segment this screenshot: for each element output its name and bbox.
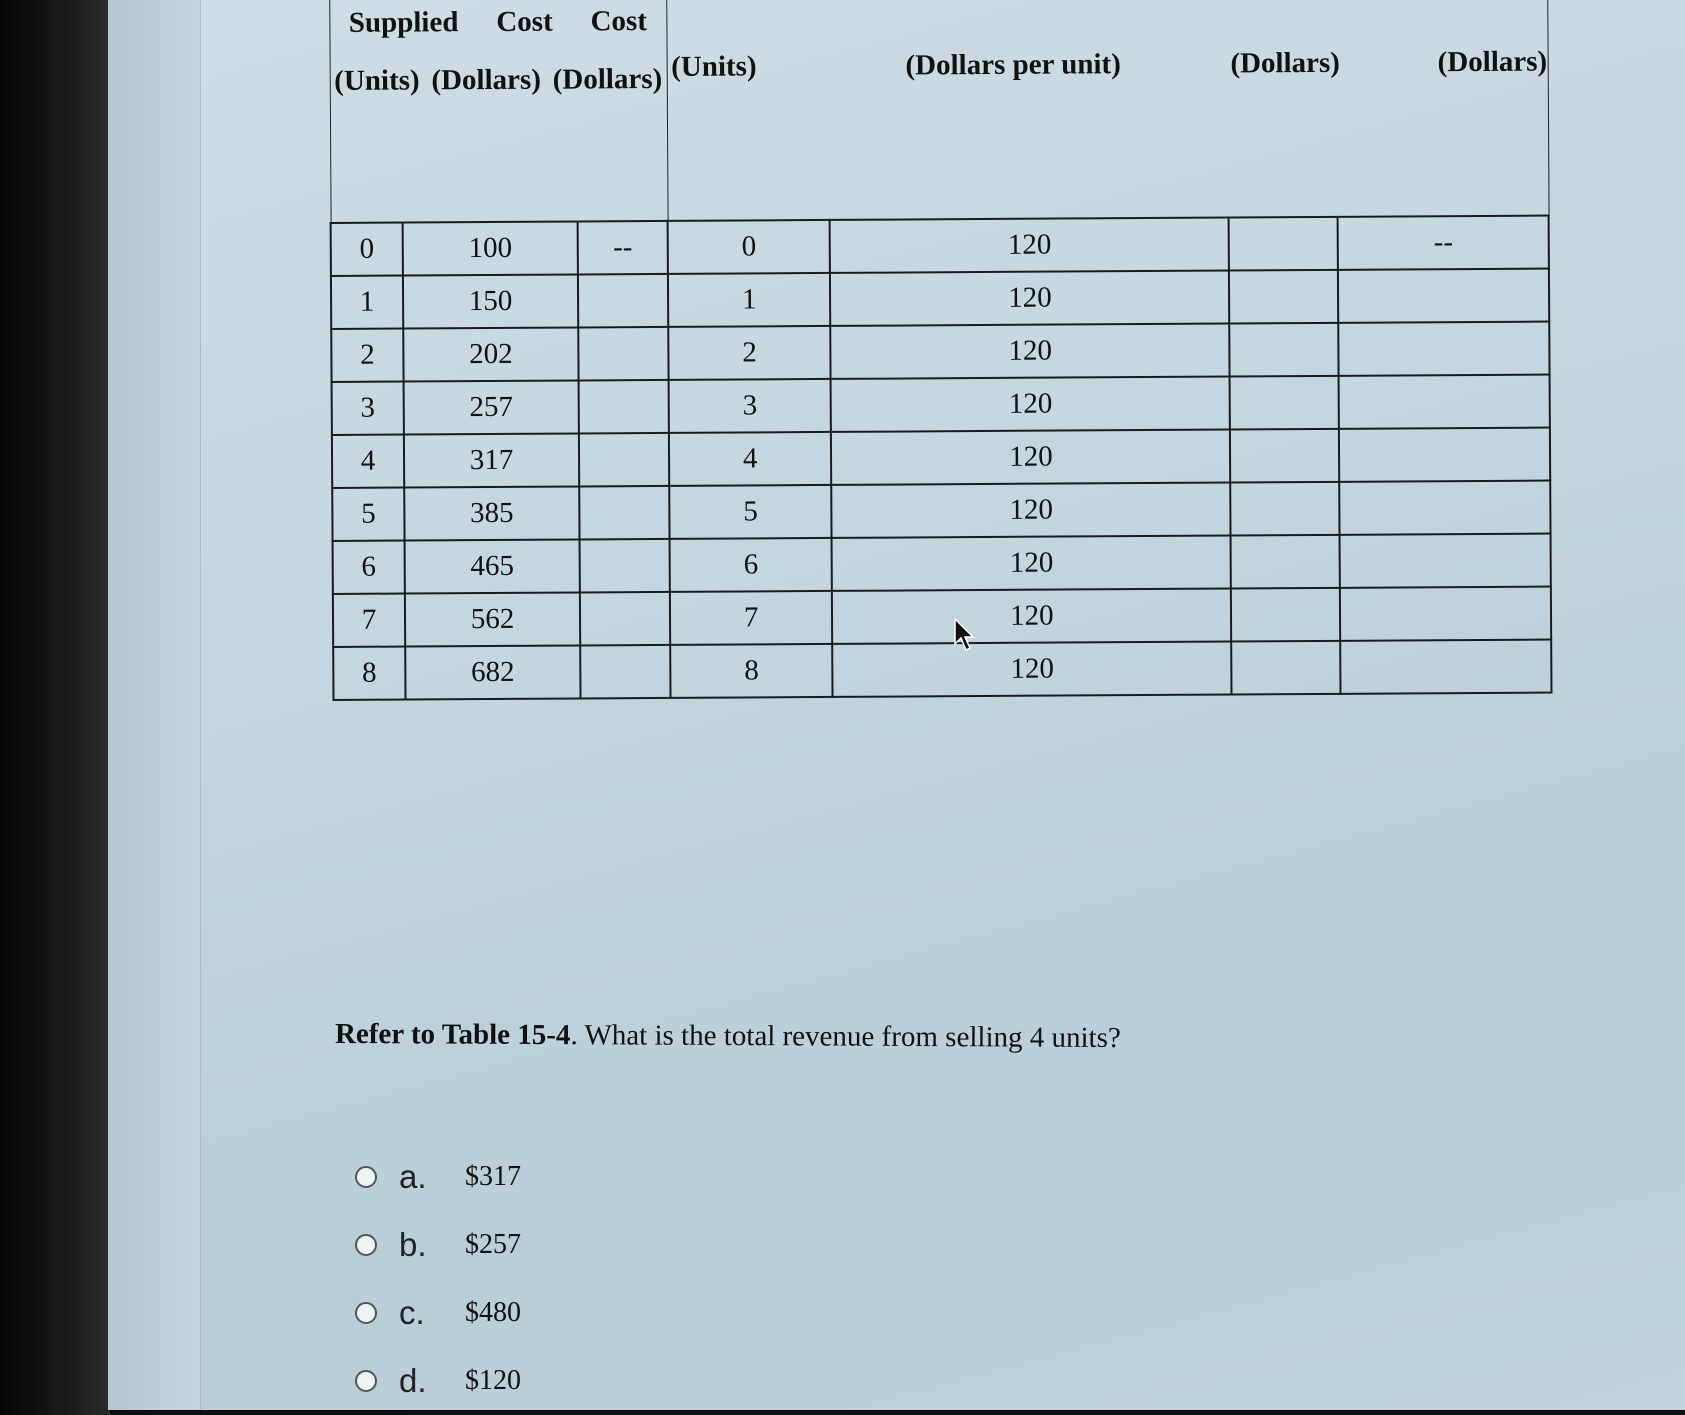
table-cell: 682 xyxy=(405,645,580,699)
table-cell: 120 xyxy=(832,588,1231,643)
table-cell: -- xyxy=(1338,216,1549,270)
supply-header-group xyxy=(329,0,668,223)
table-cell xyxy=(1340,587,1551,641)
table-header-row xyxy=(329,0,1549,223)
table-row xyxy=(331,322,1549,382)
question-text xyxy=(335,1018,1121,1055)
table-cell xyxy=(1231,588,1340,642)
table-cell xyxy=(579,380,669,434)
table-cell xyxy=(1229,217,1338,271)
table-cell: 4 xyxy=(669,432,832,486)
table-cell: 3 xyxy=(332,382,404,435)
table-cell xyxy=(1229,270,1338,324)
table-cell: 8 xyxy=(333,647,405,700)
header-cost-total: Cost xyxy=(496,5,553,38)
table-row xyxy=(333,534,1551,594)
table-cell xyxy=(580,592,670,646)
table-cell xyxy=(579,433,669,487)
table-row xyxy=(333,587,1551,647)
table-cell: 120 xyxy=(833,641,1232,696)
table-cell xyxy=(1230,482,1339,536)
header-dollars-mr: (Dollars) xyxy=(1437,45,1548,79)
demand-header-group xyxy=(666,0,1549,221)
question-body: . What is the total revenue from selling 4 units? xyxy=(570,1019,1121,1055)
option-a[interactable] xyxy=(355,1143,521,1211)
table-cell xyxy=(1338,269,1549,323)
header-dollars-per-unit: (Dollars per unit) xyxy=(905,48,1121,82)
table-body xyxy=(331,216,1552,700)
table-cell xyxy=(578,274,668,328)
option-d[interactable] xyxy=(355,1347,521,1415)
answer-options xyxy=(355,1143,521,1415)
radio-button-b[interactable] xyxy=(355,1234,377,1256)
option-value: $120 xyxy=(465,1365,521,1396)
header-supplied: Supplied xyxy=(348,6,459,39)
table-cell: 385 xyxy=(404,486,579,540)
option-value: $480 xyxy=(465,1297,521,1328)
radio-button-c[interactable] xyxy=(355,1302,377,1324)
table-cell xyxy=(1339,481,1550,535)
table-cell: 120 xyxy=(831,323,1230,378)
question-reference: Refer to Table 15-4 xyxy=(334,1017,571,1052)
header-cost-marginal: Cost xyxy=(590,5,648,38)
table-row xyxy=(332,428,1550,488)
table-cell: 562 xyxy=(405,592,580,646)
radio-button-d[interactable] xyxy=(355,1370,377,1392)
table-cell: 7 xyxy=(670,591,833,645)
option-c[interactable] xyxy=(355,1279,521,1347)
radio-button-a[interactable] xyxy=(355,1166,377,1188)
table-cell xyxy=(580,645,670,699)
table-cell: 7 xyxy=(333,594,405,647)
header-units-demanded: (Units) xyxy=(671,50,757,83)
table-cell: 3 xyxy=(669,379,832,433)
cost-revenue-table xyxy=(328,0,1553,701)
table-cell: 5 xyxy=(669,485,832,539)
table-cell: -- xyxy=(578,221,668,275)
option-letter: c. xyxy=(399,1294,425,1331)
table-cell xyxy=(1230,376,1339,430)
table-cell: 202 xyxy=(403,327,578,381)
table-cell xyxy=(580,539,670,593)
table-cell: 2 xyxy=(668,326,831,380)
table-cell: 8 xyxy=(670,644,833,698)
table-row xyxy=(332,481,1550,541)
header-units-supplied: (Units) xyxy=(334,64,420,97)
table-cell: 2 xyxy=(331,329,403,382)
table-cell: 120 xyxy=(831,376,1230,431)
table-cell: 0 xyxy=(331,223,403,276)
table-cell: 120 xyxy=(832,535,1231,590)
monitor-bezel xyxy=(0,0,110,1415)
table-cell: 6 xyxy=(670,538,833,592)
table-cell: 257 xyxy=(404,380,579,434)
table-cell xyxy=(578,327,668,381)
option-value: $317 xyxy=(465,1161,521,1192)
table-cell xyxy=(579,486,669,540)
table-cell: 4 xyxy=(332,435,404,488)
table-cell: 465 xyxy=(405,539,580,593)
table-cell: 120 xyxy=(830,271,1229,326)
table-cell: 120 xyxy=(830,218,1229,273)
option-value: $257 xyxy=(465,1229,521,1260)
table-row xyxy=(333,640,1551,700)
table-cell xyxy=(1340,534,1551,588)
table-cell: 317 xyxy=(404,433,579,487)
table-cell: 1 xyxy=(668,273,831,327)
quiz-content xyxy=(200,0,1685,1410)
header-dollars-tc: (Dollars) xyxy=(431,63,542,97)
table-cell: 120 xyxy=(832,482,1231,537)
table-cell xyxy=(1339,375,1550,429)
table-cell xyxy=(1231,535,1340,589)
table-cell: 1 xyxy=(331,276,403,329)
option-letter: a. xyxy=(399,1158,427,1195)
header-dollars-mc: (Dollars) xyxy=(552,62,663,96)
table-row xyxy=(331,269,1549,329)
table-cell xyxy=(1338,322,1549,376)
mouse-pointer-icon xyxy=(954,618,976,652)
option-letter: d. xyxy=(399,1362,427,1399)
option-letter: b. xyxy=(399,1226,427,1263)
table-cell xyxy=(1339,428,1550,482)
screen xyxy=(108,0,1685,1410)
table-cell xyxy=(1340,640,1551,694)
table-cell: 150 xyxy=(403,274,578,328)
header-dollars-tr: (Dollars) xyxy=(1230,46,1341,80)
left-margin-strip xyxy=(108,0,201,1410)
table-cell: 5 xyxy=(332,488,404,541)
table-row xyxy=(331,216,1549,276)
table-cell: 120 xyxy=(831,429,1230,484)
table-cell xyxy=(1230,323,1339,377)
table-cell: 100 xyxy=(403,221,578,275)
table-cell xyxy=(1231,641,1340,695)
table-15-4 xyxy=(328,0,1622,700)
table-cell: 6 xyxy=(333,541,405,594)
table-row xyxy=(332,375,1550,435)
option-b[interactable] xyxy=(355,1211,521,1279)
table-cell: 0 xyxy=(668,220,831,274)
table-cell xyxy=(1230,429,1339,483)
